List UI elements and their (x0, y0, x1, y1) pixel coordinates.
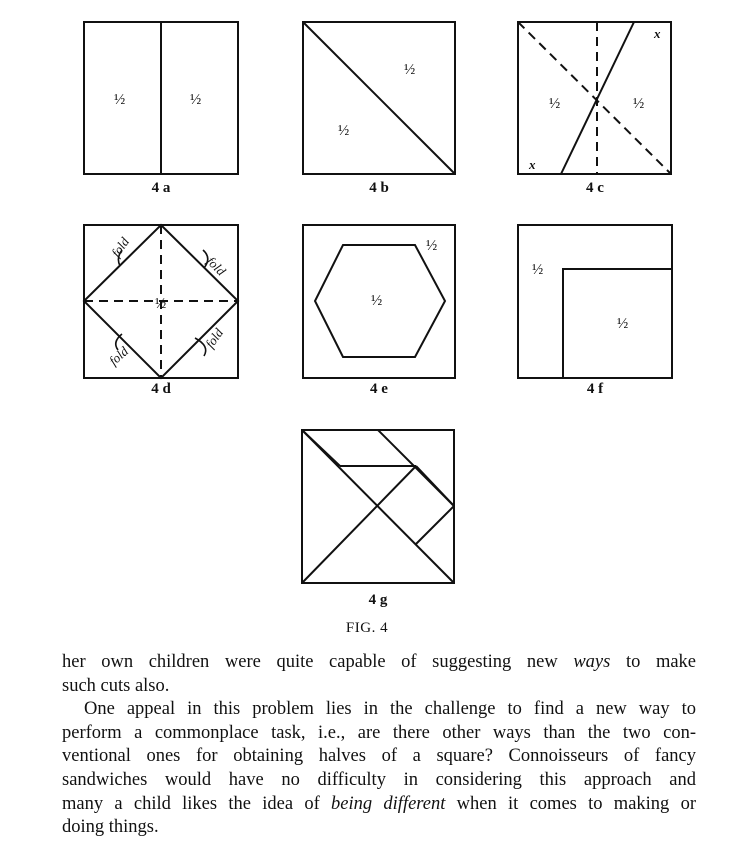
paragraph-1 (62, 651, 696, 698)
half-label: ½ (155, 296, 167, 312)
half-label: ½ (114, 92, 126, 108)
x-mark-bottom: x (529, 157, 536, 172)
emphasis: being different (331, 793, 446, 814)
text-run: when it comes to making or (445, 793, 696, 814)
text-line (62, 651, 696, 675)
text-line: perform a commonplace task, i.e., are there other ways than the two con- (62, 722, 696, 743)
half-label: ½ (617, 316, 629, 332)
text-line: One appeal in this problem lies in the challenge to find a new way to (84, 699, 696, 720)
half-label: ½ (404, 62, 416, 78)
fold-label: fold (108, 234, 133, 260)
figure-4c (518, 22, 671, 174)
figure-4f (518, 225, 672, 378)
text-run: her own children were quite capable of suggesting new (62, 652, 574, 672)
fraction-labels (114, 62, 644, 332)
half-label: ½ (190, 92, 202, 108)
half-label: ½ (371, 293, 383, 309)
half-label: ½ (633, 96, 645, 112)
figure-label-4c: 4 c (586, 180, 604, 196)
figure-label-4d: 4 d (151, 381, 171, 397)
half-label: ½ (532, 262, 544, 278)
text-run: many a child likes the idea of (62, 793, 332, 814)
figure-4a (84, 22, 238, 174)
text-line: ventional ones for obtaining halves of a square? Connoisseurs of fancy (62, 746, 696, 767)
figure-caption: FIG. 4 (345, 620, 389, 636)
figure-label-4e: 4 e (370, 381, 388, 397)
figure-4b (303, 22, 455, 174)
text-run: to make (610, 652, 697, 672)
figure-label-4a: 4 a (151, 180, 171, 196)
figure-label-4f: 4 f (586, 381, 604, 397)
fold-label: fold (203, 253, 229, 279)
text-line: such cuts also. (62, 675, 170, 696)
text-line: sandwiches would have no difficulty in considering this approach and (62, 769, 696, 790)
fold-label: fold (202, 325, 227, 351)
half-label: ½ (426, 238, 438, 254)
emphasis: ways (573, 652, 611, 672)
body-text (62, 651, 696, 840)
half-label: ½ (549, 96, 561, 112)
text-line: doing things. (62, 817, 159, 838)
half-label: ½ (338, 123, 350, 139)
fold-label: fold (105, 343, 132, 369)
figure-label-4g: 4 g (368, 592, 388, 608)
paragraph-2 (62, 698, 696, 840)
text-line (62, 793, 696, 817)
figure-label-4b: 4 b (369, 180, 389, 196)
x-mark-top: x (654, 26, 661, 41)
figure-4g (302, 430, 454, 583)
